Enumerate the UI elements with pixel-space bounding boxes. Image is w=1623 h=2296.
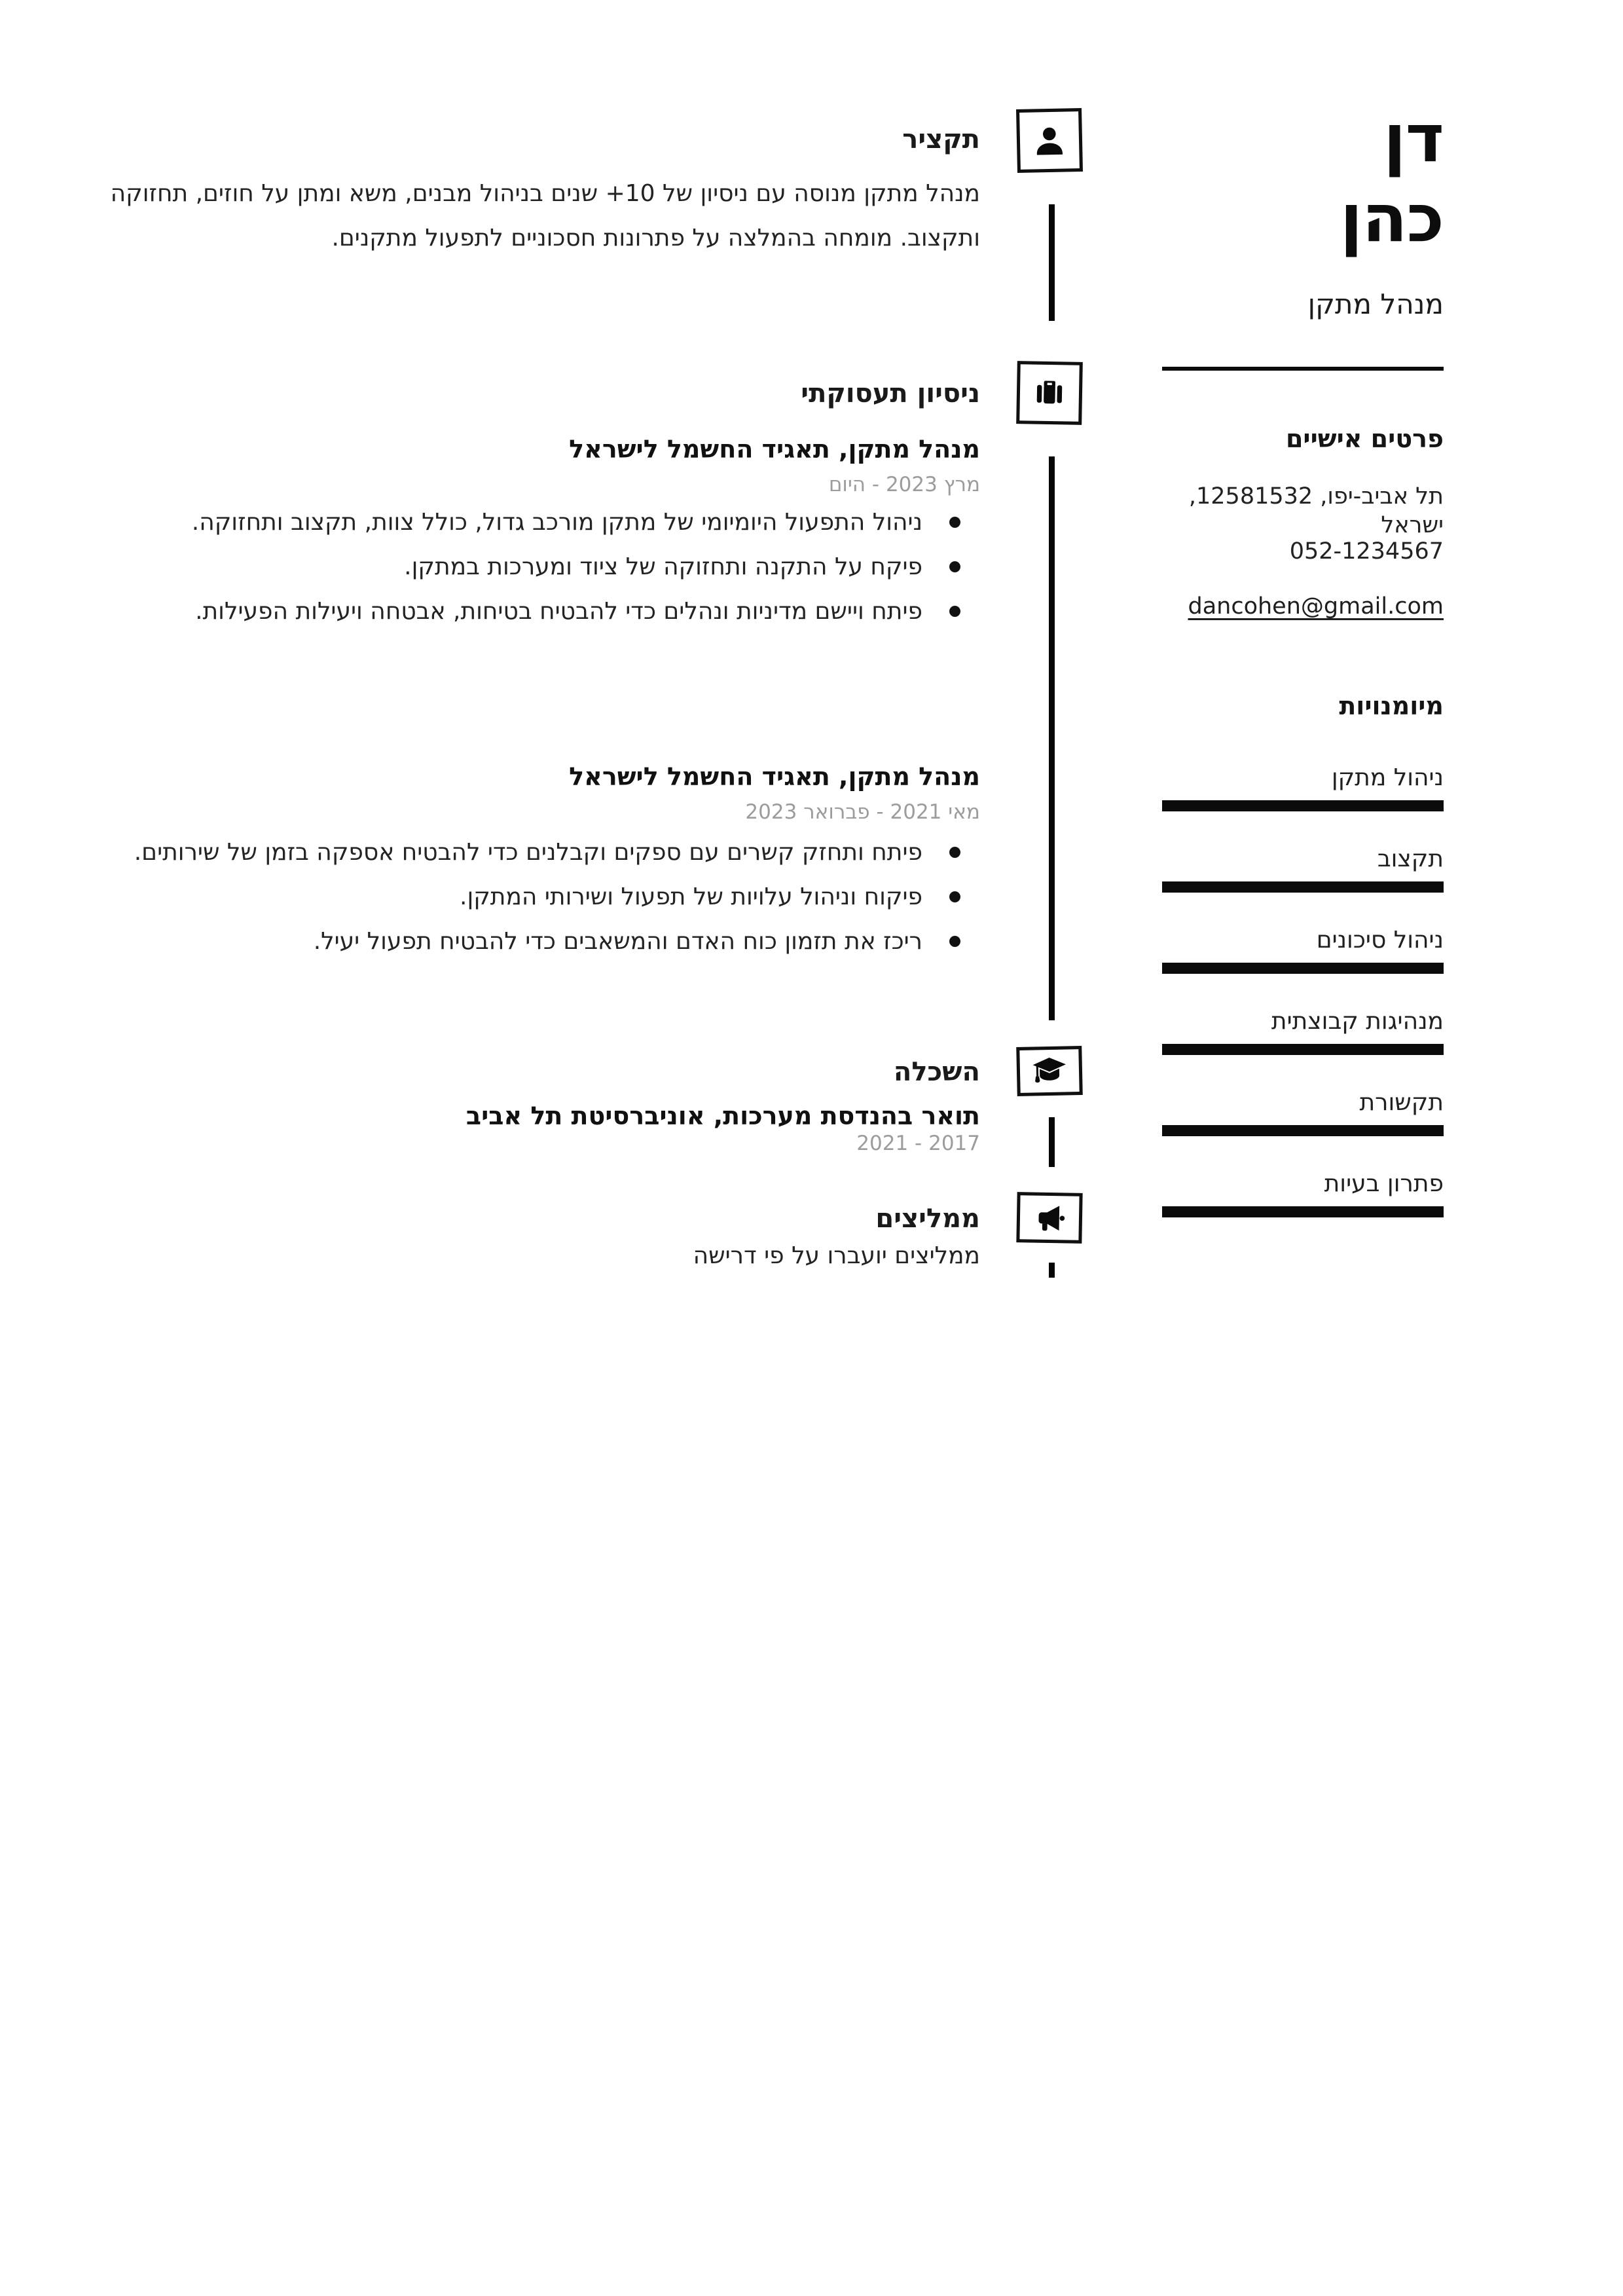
briefcase-icon — [1032, 376, 1067, 411]
candidate-first-name: דן — [1383, 100, 1444, 177]
summary-text: מנהל מתקן מנוסה עם ניסיון של 10+ שנים בניהול מבנים, משא ומתן על חוזים, תחזוקה ותקצוב. מומחה בהמלצה על פתרונות חסכוניים לתפעול מתקנים. — [110, 180, 980, 251]
contact-phone: 052-1234567 — [1289, 538, 1444, 565]
user-icon — [1030, 122, 1068, 159]
skill-label: תקשורת — [1359, 1089, 1444, 1116]
summary-icon-box — [1016, 108, 1083, 173]
skill-label: ניהול סיכונים — [1316, 927, 1444, 954]
experience-section-heading: ניסיון תעסוקתי — [801, 379, 980, 409]
education-dates: 2017 - 2021 — [856, 1132, 980, 1155]
skill-label: תקצוב — [1377, 845, 1444, 872]
graduation-cap-icon — [1030, 1054, 1068, 1088]
contact-email-row — [1162, 592, 1444, 621]
job-bullet-list — [98, 830, 980, 964]
references-text: ממליצים יועברו על פי דרישה — [693, 1242, 980, 1269]
skill-item — [1162, 1170, 1444, 1217]
megaphone-icon — [1032, 1200, 1068, 1236]
contact-address: תל אביב-יפו, 12581532, ישראל — [1188, 483, 1444, 538]
candidate-job-title: מנהל מתקן — [1307, 288, 1444, 320]
timeline-line-segment — [1049, 456, 1055, 1020]
education-section-heading: השכלה — [893, 1057, 980, 1087]
job-bullet: ניהול התפעול היומיומי של מתקן מורכב גדול, כולל צוות, תקצוב ותחזוקה. — [98, 500, 980, 545]
job-title: מנהל מתקן, תאגיד החשמל לישראל — [569, 762, 980, 791]
skill-item — [1162, 1007, 1444, 1055]
skill-level-bar — [1162, 963, 1444, 974]
email-link[interactable]: dancohen@gmail.com — [1188, 593, 1444, 620]
candidate-name — [1162, 98, 1444, 258]
education-icon-box — [1016, 1046, 1083, 1096]
timeline-line-segment — [1049, 1263, 1055, 1278]
job-bullet: ריכז את תזמון כוח האדם והמשאבים כדי להבטיח תפעול יעיל. — [98, 919, 980, 964]
references-icon-box — [1016, 1192, 1082, 1244]
job-bullet: פיתח ותחזק קשרים עם ספקים וקבלנים כדי להבטיח אספקה בזמן של שירותים. — [98, 830, 980, 875]
skill-item — [1162, 926, 1444, 974]
skill-item — [1162, 1088, 1444, 1136]
education-degree: תואר בהנדסת מערכות, אוניברסיטת תל אביב — [465, 1102, 980, 1130]
skill-level-bar — [1162, 1044, 1444, 1055]
skill-level-bar — [1162, 881, 1444, 893]
job-bullet: פיקח על התקנה ותחזוקה של ציוד ומערכות במתקן. — [98, 545, 980, 589]
job-dates: מרץ 2023 - היום — [828, 473, 980, 496]
job-bullet-list — [98, 500, 980, 634]
skill-level-bar — [1162, 1206, 1444, 1217]
contact-section-heading: פרטים אישיים — [1285, 424, 1444, 453]
skills-section-heading: מיומנויות — [1339, 692, 1444, 720]
skill-item — [1162, 845, 1444, 893]
summary-section-heading: תקציר — [902, 124, 980, 155]
references-section-heading: ממליצים — [875, 1204, 980, 1234]
candidate-last-name: כהן — [1340, 179, 1444, 257]
timeline-line-segment — [1049, 204, 1055, 321]
skill-level-bar — [1162, 1125, 1444, 1136]
skill-item — [1162, 764, 1444, 811]
job-dates: מאי 2021 - פברואר 2023 — [745, 800, 980, 824]
skill-level-bar — [1162, 800, 1444, 811]
skill-label: פתרון בעיות — [1324, 1170, 1444, 1197]
experience-icon-box — [1016, 361, 1083, 425]
job-bullet: פיתח ויישם מדיניות ונהלים כדי להבטיח בטיחות, אבטחה ויעילות הפעילות. — [98, 589, 980, 634]
job-title: מנהל מתקן, תאגיד החשמל לישראל — [569, 435, 980, 464]
job-bullet: פיקוח וניהול עלויות של תפעול ושירותי המתקן. — [98, 875, 980, 919]
sidebar-divider — [1162, 367, 1444, 371]
skill-label: מנהיגות קבוצתית — [1271, 1008, 1444, 1035]
timeline-line-segment — [1049, 1117, 1055, 1167]
skill-label: ניהול מתקן — [1331, 764, 1444, 791]
